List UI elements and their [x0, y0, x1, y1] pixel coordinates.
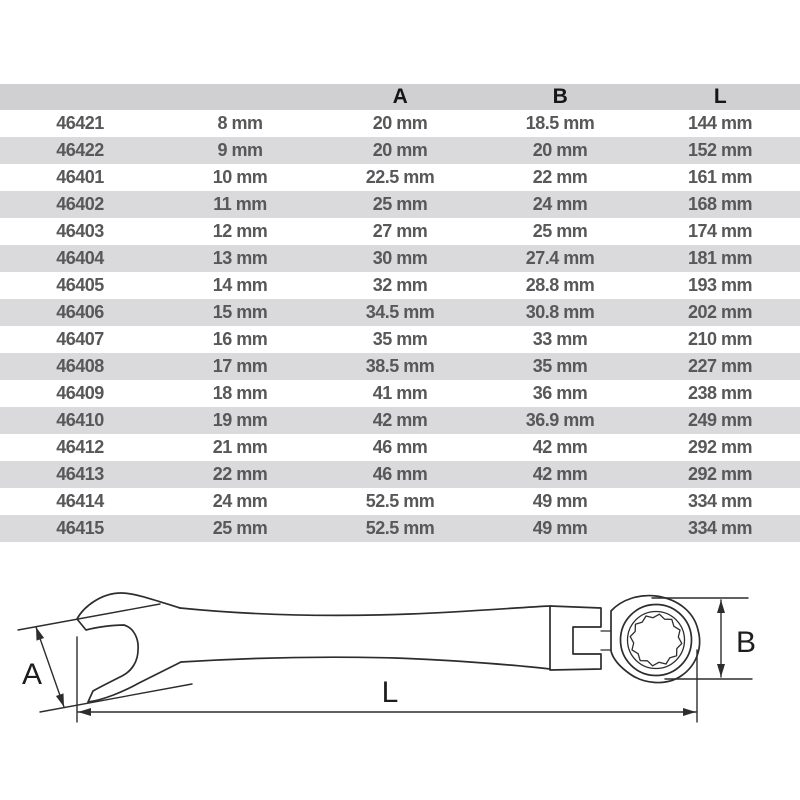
table-cell: 27 mm — [320, 218, 480, 245]
table-cell: 8 mm — [160, 110, 320, 137]
table-cell: 46405 — [0, 272, 160, 299]
table-cell: 30.8 mm — [480, 299, 640, 326]
table-cell: 46409 — [0, 380, 160, 407]
table-cell: 9 mm — [160, 137, 320, 164]
table-row — [0, 110, 800, 137]
spec-table — [0, 84, 800, 542]
table-cell: 46410 — [0, 407, 160, 434]
table-cell: 52.5 mm — [320, 488, 480, 515]
table-cell: 334 mm — [640, 515, 800, 542]
table-cell: 13 mm — [160, 245, 320, 272]
shaft-top-edge — [180, 606, 550, 615]
ring-head-silhouette — [611, 596, 700, 683]
table-cell: 46408 — [0, 353, 160, 380]
table-cell: 17 mm — [160, 353, 320, 380]
table-cell: 22 mm — [480, 164, 640, 191]
table-row — [0, 380, 800, 407]
table-cell: 46415 — [0, 515, 160, 542]
table-cell: 25 mm — [480, 218, 640, 245]
table-cell: 25 mm — [320, 191, 480, 218]
wrench-diagram — [0, 550, 800, 800]
table-cell: 46414 — [0, 488, 160, 515]
dim-b-arrow-top — [717, 600, 725, 613]
table-cell: 38.5 mm — [320, 353, 480, 380]
table-cell: 24 mm — [480, 191, 640, 218]
table-cell: 152 mm — [640, 137, 800, 164]
table-cell: 46421 — [0, 110, 160, 137]
table-cell: 19 mm — [160, 407, 320, 434]
table-cell: 46413 — [0, 461, 160, 488]
table-header-row — [0, 84, 800, 110]
table-cell: 34.5 mm — [320, 299, 480, 326]
table-cell: 181 mm — [640, 245, 800, 272]
table-row — [0, 299, 800, 326]
table-cell: 22 mm — [160, 461, 320, 488]
table-cell: 32 mm — [320, 272, 480, 299]
header-cell-code — [0, 84, 160, 110]
table-cell: 20 mm — [320, 137, 480, 164]
table-cell: 49 mm — [480, 515, 640, 542]
table-cell: 168 mm — [640, 191, 800, 218]
table-cell: 46406 — [0, 299, 160, 326]
table-cell: 18.5 mm — [480, 110, 640, 137]
table-row — [0, 164, 800, 191]
table-cell: 46412 — [0, 434, 160, 461]
flex-joint-yoke — [550, 606, 601, 670]
shaft-bottom-edge — [181, 657, 550, 669]
table-cell: 292 mm — [640, 461, 800, 488]
ring-bihex-profile — [630, 614, 682, 666]
table-row — [0, 137, 800, 164]
table-cell: 16 mm — [160, 326, 320, 353]
table-row — [0, 191, 800, 218]
dim-b-label: B — [735, 626, 757, 659]
table-cell: 30 mm — [320, 245, 480, 272]
table-cell: 35 mm — [320, 326, 480, 353]
table-cell: 41 mm — [320, 380, 480, 407]
table-cell: 42 mm — [480, 461, 640, 488]
table-cell: 210 mm — [640, 326, 800, 353]
dim-a-extension-upper — [18, 604, 160, 630]
table-cell: 14 mm — [160, 272, 320, 299]
table-cell: 144 mm — [640, 110, 800, 137]
table-cell: 22.5 mm — [320, 164, 480, 191]
table-cell: 27.4 mm — [480, 245, 640, 272]
table-cell: 24 mm — [160, 488, 320, 515]
table-cell: 46 mm — [320, 434, 480, 461]
table-row — [0, 407, 800, 434]
table-cell: 35 mm — [480, 353, 640, 380]
table-cell: 46 mm — [320, 461, 480, 488]
table-cell: 249 mm — [640, 407, 800, 434]
table-cell: 46422 — [0, 137, 160, 164]
dim-a-label: A — [21, 658, 43, 691]
table-cell: 15 mm — [160, 299, 320, 326]
table-row — [0, 353, 800, 380]
table-cell: 20 mm — [320, 110, 480, 137]
dim-a-arrow-bottom — [56, 693, 64, 707]
dim-l-label: L — [381, 676, 399, 709]
table-cell: 36 mm — [480, 380, 640, 407]
dim-a-arrow-top — [36, 627, 44, 641]
table-cell: 46403 — [0, 218, 160, 245]
table-cell: 42 mm — [320, 407, 480, 434]
table-cell: 18 mm — [160, 380, 320, 407]
table-row — [0, 434, 800, 461]
table-cell: 202 mm — [640, 299, 800, 326]
table-row — [0, 272, 800, 299]
table-cell: 161 mm — [640, 164, 800, 191]
header-cell-b: B — [480, 84, 640, 110]
table-row — [0, 218, 800, 245]
table-cell: 12 mm — [160, 218, 320, 245]
table-cell: 20 mm — [480, 137, 640, 164]
table-cell: 227 mm — [640, 353, 800, 380]
spec-table-body — [0, 110, 800, 542]
table-cell: 33 mm — [480, 326, 640, 353]
header-cell-a: A — [320, 84, 480, 110]
table-cell: 46404 — [0, 245, 160, 272]
table-cell: 46401 — [0, 164, 160, 191]
table-row — [0, 326, 800, 353]
dim-b-arrow-bottom — [717, 664, 725, 677]
table-cell: 36.9 mm — [480, 407, 640, 434]
table-cell: 46402 — [0, 191, 160, 218]
table-cell: 21 mm — [160, 434, 320, 461]
table-cell: 292 mm — [640, 434, 800, 461]
dim-l-arrow-right — [683, 708, 696, 716]
table-cell: 174 mm — [640, 218, 800, 245]
header-cell-size — [160, 84, 320, 110]
table-row — [0, 245, 800, 272]
table-row — [0, 488, 800, 515]
table-cell: 11 mm — [160, 191, 320, 218]
ring-inner-circle — [628, 612, 685, 669]
table-cell: 28.8 mm — [480, 272, 640, 299]
table-cell: 52.5 mm — [320, 515, 480, 542]
header-cell-l: L — [640, 84, 800, 110]
flex-joint-tongue — [601, 631, 611, 650]
table-cell: 42 mm — [480, 434, 640, 461]
table-row — [0, 515, 800, 542]
table-cell: 238 mm — [640, 380, 800, 407]
table-cell: 25 mm — [160, 515, 320, 542]
table-cell: 10 mm — [160, 164, 320, 191]
dim-l-arrow-left — [78, 708, 91, 716]
table-cell: 49 mm — [480, 488, 640, 515]
table-row — [0, 461, 800, 488]
ring-outer-circle — [621, 605, 692, 676]
table-cell: 334 mm — [640, 488, 800, 515]
table-cell: 193 mm — [640, 272, 800, 299]
table-cell: 46407 — [0, 326, 160, 353]
